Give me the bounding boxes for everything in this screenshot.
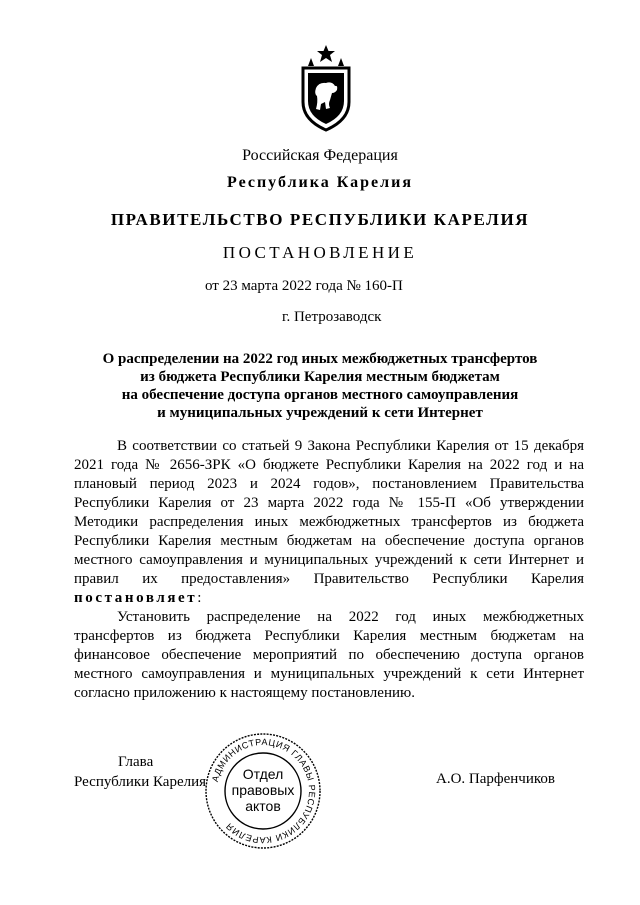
stamp-line3: актов bbox=[245, 798, 281, 814]
title-line: О распределении на 2022 год иных межбюджетных трансфертов bbox=[102, 351, 538, 367]
signatory-title-line1: Глава bbox=[118, 754, 154, 770]
title-line: на обеспечение доступа органов местного самоуправления bbox=[121, 387, 519, 403]
stamp-line1: Отдел bbox=[242, 766, 284, 782]
preamble-text: В соответствии со статьей 9 Закона Республики Карелия от 15 декабря 2021 года № 2656-ЗРК «О бюджете Республики Карелия на 2022 год и на плановый период 2023 и 2024 годов», постановлением Правительства Республики Карелия от 23 марта 2022 года № 155-П «Об утверждении Методики распределения иных межбюджетных трансфертов из бюджета Республики Карелия местным бюджетам на обеспечение доступа органов местного самоуправления и муниципальных учреждений к сети Интернет и правил их предоставления» Правительство Республики Карелия bbox=[74, 438, 584, 587]
document-title bbox=[80, 350, 560, 422]
stamp-ring-text: АДМИНИСТРАЦИЯ ГЛАВЫ РЕСПУБЛИКИ КАРЕЛИЯ bbox=[209, 736, 318, 846]
karelia-coat-of-arms-icon bbox=[297, 44, 355, 132]
signatory-title-line2: Республики Карелия bbox=[74, 774, 207, 790]
document-city: г. Петрозаводск bbox=[282, 309, 382, 325]
title-line: и муниципальных учреждений к сети Интернет bbox=[157, 405, 483, 421]
stamp-line2: правовых bbox=[231, 782, 295, 798]
paragraph-preamble bbox=[74, 437, 584, 608]
resolves-keyword: постановляет bbox=[74, 590, 198, 606]
official-stamp bbox=[203, 731, 323, 851]
preamble-colon: : bbox=[197, 590, 202, 606]
document-type: ПОСТАНОВЛЕНИЕ bbox=[222, 243, 418, 262]
document-body bbox=[74, 437, 584, 703]
paragraph-resolution: Установить распределение на 2022 год иных межбюджетных трансфертов из бюджета Республики Карелия местным бюджетам на финансовое обеспечение мероприятий по обеспечению доступа органов местного самоуправления и муниципальных учреждений к сети Интернет согласно приложению к настоящему постановлению. bbox=[74, 609, 584, 701]
country-name: Российская Федерация bbox=[242, 147, 398, 164]
signatory-title bbox=[74, 752, 206, 792]
signatory-name: А.О. Парфенчиков bbox=[436, 771, 555, 787]
republic-name: Республика Карелия bbox=[227, 174, 413, 191]
title-line: из бюджета Республики Карелия местным бюджетам bbox=[140, 369, 500, 385]
document-date-number: от 23 марта 2022 года № 160-П bbox=[205, 278, 403, 294]
government-name: ПРАВИТЕЛЬСТВО РЕСПУБЛИКИ КАРЕЛИЯ bbox=[110, 210, 530, 229]
